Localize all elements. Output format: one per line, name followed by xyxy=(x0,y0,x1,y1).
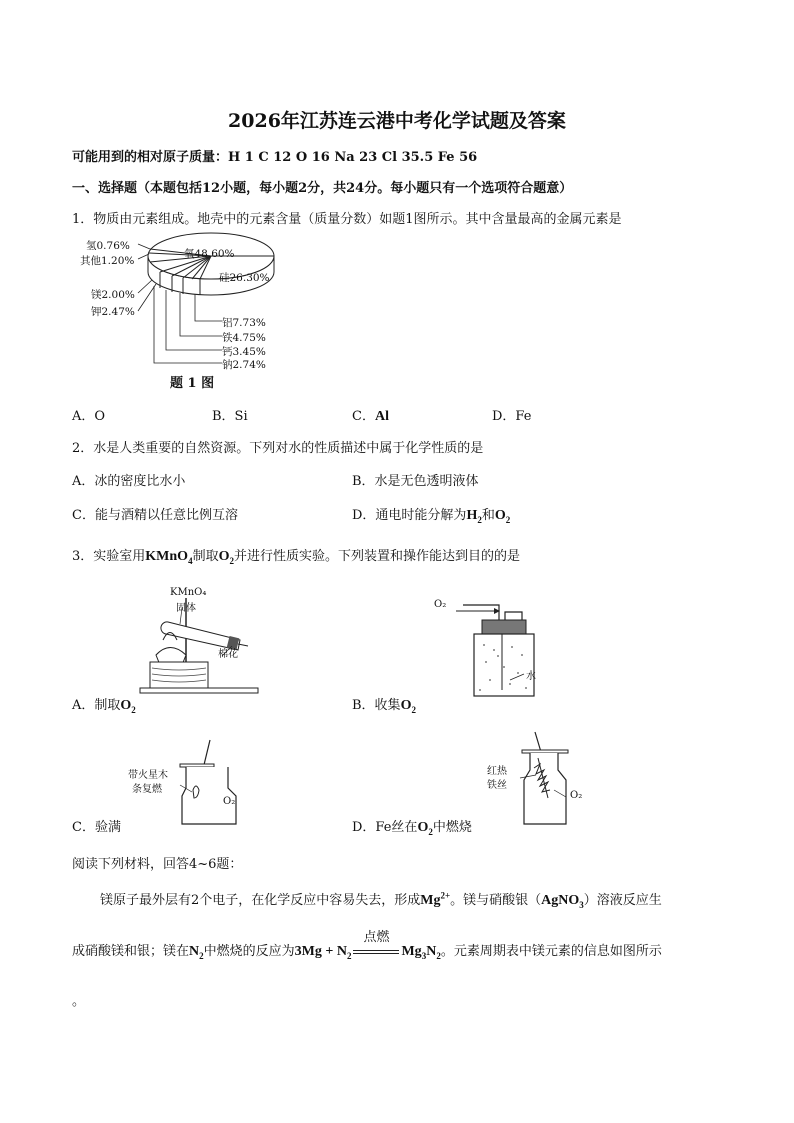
pie-label-hydrogen: 氢0.76% xyxy=(86,240,130,252)
apparatus-a-reagent: KMnO₄ xyxy=(170,587,207,598)
apparatus-d-gas: O₂ xyxy=(570,790,583,801)
reading-line-2: 成硝酸镁和银；镁在$N_2$中燃烧的反应为$3Mg + N_2$ 点燃 $Mg_3N_2$。元素周期表中镁元素的信息如图所示 xyxy=(72,930,662,961)
q1-option-d: D．Fe xyxy=(492,409,532,424)
reading-line-3: 。 xyxy=(72,994,86,1009)
pie-label-iron: 铁4.75% xyxy=(222,332,266,344)
apparatus-b-water: 水 xyxy=(526,671,536,682)
q1-stem: 1．物质由元素组成。地壳中的元素含量（质量分数）如题1图所示。其中含量最高的金属元素是 xyxy=(72,212,622,227)
q2-option-b: B．水是无色透明液体 xyxy=(352,474,479,489)
q3-stem: 3．实验室用KMnO$_4$制取$O_2$并进行性质实验。下列装置和操作能达到目的的是 xyxy=(72,549,520,566)
reading-lead: 阅读下列材料，回答4~6题： xyxy=(72,857,243,872)
apparatus-a-reagent-state: 固体 xyxy=(176,603,196,614)
apparatus-a-cotton: 棉花 xyxy=(218,649,238,660)
q2-option-d: D．通电时能分解为$H_2$和$O_2$ xyxy=(352,508,511,525)
apparatus-c-splint-label1: 带火星木 xyxy=(128,770,168,781)
reaction-arrow: 点燃 xyxy=(351,944,401,959)
figure-caption: 题 1 图 xyxy=(170,376,215,391)
pie-label-silicon: 硅26.30% xyxy=(219,272,270,284)
pie-label-sodium: 钠2.74% xyxy=(222,359,266,371)
q3-option-d: D．Fe丝在$O_2$中燃烧 xyxy=(352,820,472,837)
pie-label-oxygen: 氧48.60% xyxy=(184,248,235,260)
q1-option-b: B．Si xyxy=(212,409,248,424)
q2-option-a: A．冰的密度比水小 xyxy=(72,474,186,489)
atomic-mass-line: 可能用到的相对原子质量：H 1 C 12 O 16 Na 23 Cl 35.5 Fe 56 xyxy=(72,150,478,165)
pie-label-potassium: 钾2.47% xyxy=(91,306,135,318)
pie-label-aluminum: 铝7.73% xyxy=(222,317,266,329)
section-heading: 一、选择题（本题包括12小题，每小题2分，共24分。每小题只有一个选项符合题意） xyxy=(72,181,573,196)
apparatus-b-gas: O₂ xyxy=(434,599,447,610)
q2-stem: 2．水是人类重要的自然资源。下列对水的性质描述中属于化学性质的是 xyxy=(72,441,484,456)
q1-option-c: C．Al xyxy=(352,409,389,424)
apparatus-c-splint-label2: 条复燃 xyxy=(132,784,162,795)
pie-label-other: 其他1.20% xyxy=(80,255,135,267)
apparatus-d-wire-label2: 铁丝 xyxy=(487,780,507,791)
pie-label-magnesium: 镁2.00% xyxy=(91,289,135,301)
apparatus-d-wire-label1: 红热 xyxy=(487,766,507,777)
q2-option-c: C．能与酒精以任意比例互溶 xyxy=(72,508,238,523)
q3-option-c: C．验满 xyxy=(72,820,121,835)
q1-option-a: A．O xyxy=(72,409,106,424)
q3-option-a: A．制取$O_2$ xyxy=(72,698,136,715)
reading-line-1: 镁原子最外层有2个电子，在化学反应中容易失去，形成$Mg^{2+}$。镁与硝酸银（AgNO$_3$）溶液反应生 xyxy=(100,890,662,910)
pie-label-calcium: 钙3.45% xyxy=(222,346,266,358)
q3-option-b: B．收集$O_2$ xyxy=(352,698,416,715)
apparatus-c-gas: O₂ xyxy=(223,796,236,807)
page-title: 2026年江苏连云港中考化学试题及答案 xyxy=(228,110,566,132)
